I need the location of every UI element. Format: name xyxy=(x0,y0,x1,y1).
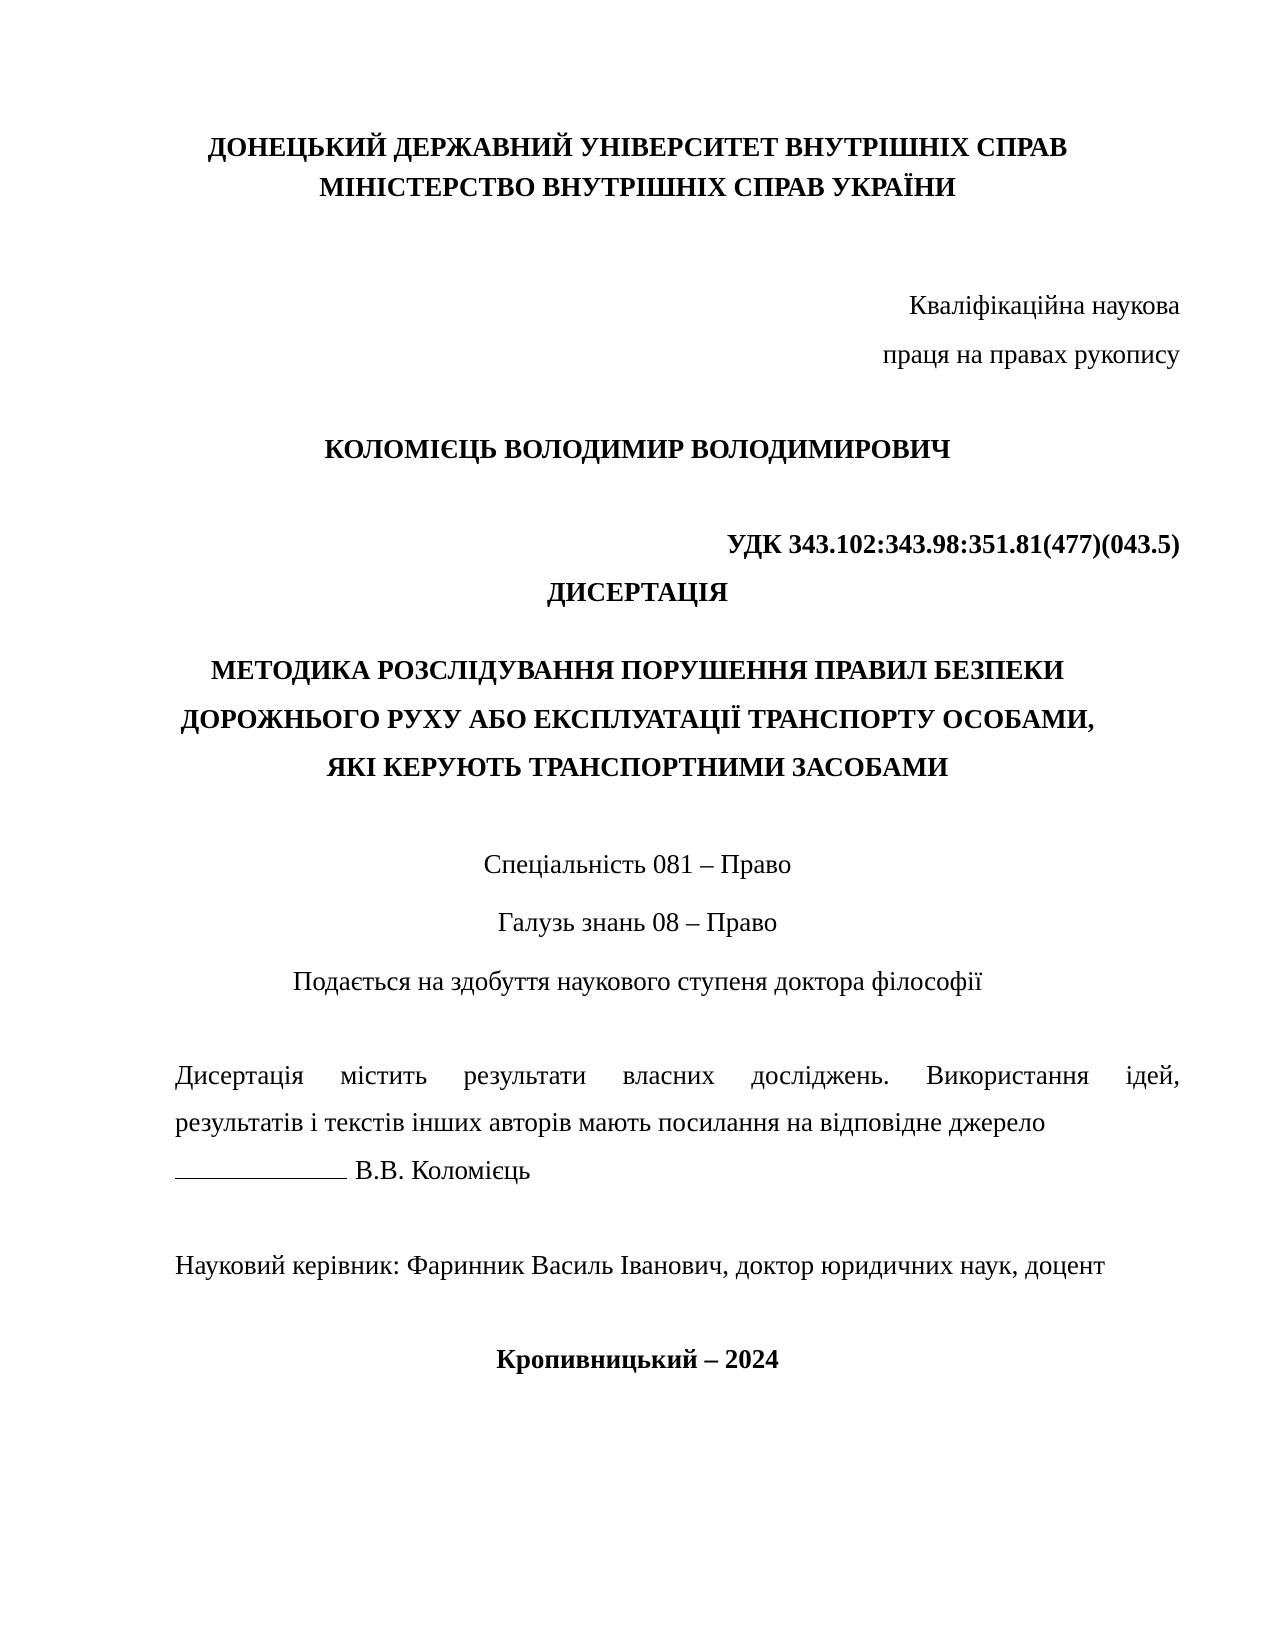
signature-name: В.В. Коломієць xyxy=(355,1155,531,1185)
dissertation-title-line-1: МЕТОДИКА РОЗСЛІДУВАННЯ ПОРУШЕННЯ ПРАВИЛ БЕЗПЕКИ xyxy=(210,655,1065,685)
specialty: Спеціальність 081 – Право xyxy=(483,849,792,879)
originality-statement-line-1: Дисертація містить результати власних досліджень. Використання ідей, xyxy=(175,1060,1180,1090)
university-name: ДОНЕЦЬКИЙ ДЕРЖАВНИЙ УНІВЕРСИТЕТ ВНУТРІШНІХ СПРАВ xyxy=(207,132,1068,162)
signature-block xyxy=(175,1153,530,1187)
dissertation-title-line-3: ЯКІ КЕРУЮТЬ ТРАНСПОРТНИМИ ЗАСОБАМИ xyxy=(326,752,949,782)
originality-statement-line-2: результатів і текстів інших авторів мають посилання на відповідне джерело xyxy=(175,1107,1046,1137)
document-type: ДИСЕРТАЦІЯ xyxy=(546,577,729,607)
author-name: КОЛОМІЄЦЬ ВОЛОДИМИР ВОЛОДИМИРОВИЧ xyxy=(324,434,951,464)
dissertation-title-line-2: ДОРОЖНЬОГО РУХУ АБО ЕКСПЛУАТАЦІЇ ТРАНСПОРТУ ОСОБАМИ, xyxy=(180,704,1095,734)
city-year: Кропивницький – 2024 xyxy=(496,1344,779,1374)
manuscript-note-line-1: Кваліфікаційна наукова xyxy=(908,290,1180,320)
signature-line xyxy=(175,1154,347,1179)
knowledge-field: Галузь знань 08 – Право xyxy=(497,907,778,937)
ministry-name: МІНІСТЕРСТВО ВНУТРІШНІХ СПРАВ УКРАЇНИ xyxy=(319,172,956,202)
supervisor-info: Науковий керівник: Фаринник Василь Іванович, доктор юридичних наук, доцент xyxy=(175,1250,1106,1280)
degree-statement: Подається на здобуття наукового ступеня доктора філософії xyxy=(292,966,983,996)
manuscript-note-line-2: праця на правах рукопису xyxy=(882,339,1180,369)
udc-code: УДК 343.102:343.98:351.81(477)(043.5) xyxy=(726,529,1180,559)
